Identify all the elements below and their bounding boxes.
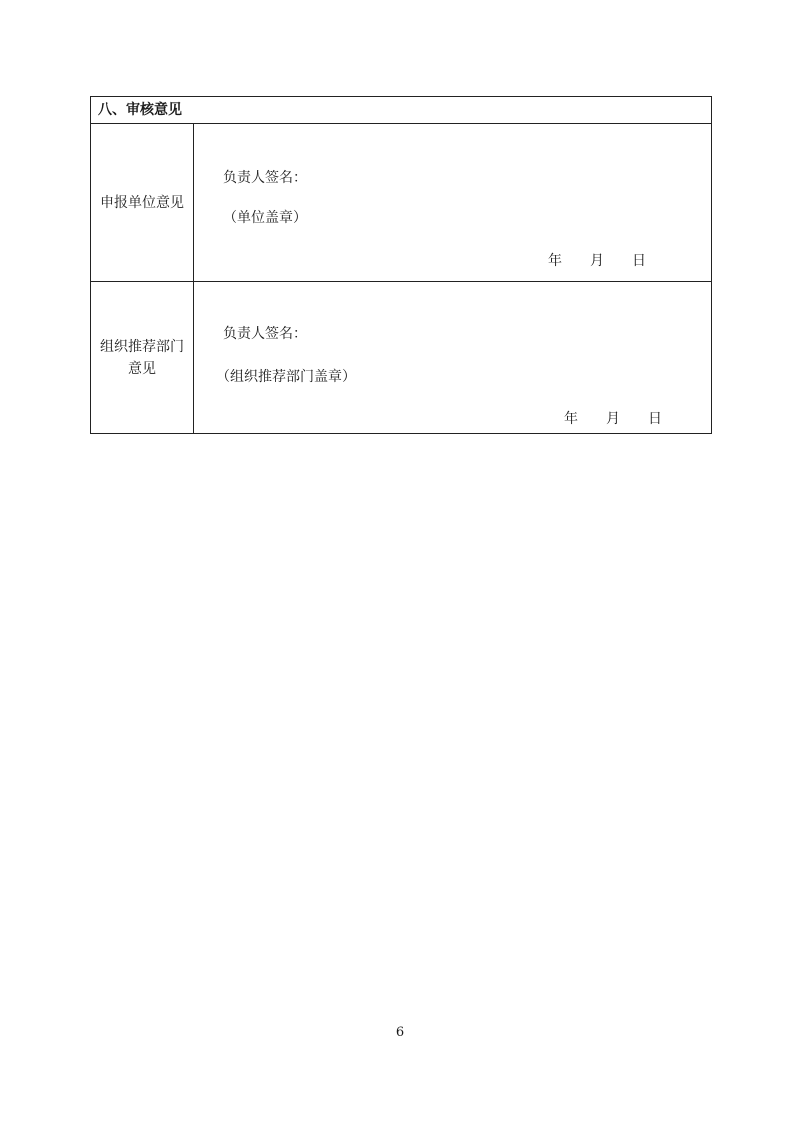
date-line (548, 250, 646, 270)
date-day-label: 日 (632, 253, 646, 269)
row-label-cell (91, 282, 194, 433)
seal-label: （组织推荐部门盖章） (216, 369, 356, 385)
section-title: 八、审核意见 (91, 97, 711, 124)
date-day-label: 日 (648, 411, 662, 427)
date-month-label: 月 (606, 411, 620, 427)
table-row-recommending-department (91, 282, 711, 433)
table-row-applicant-unit (91, 124, 711, 282)
opinion-content-cell (194, 282, 711, 433)
signature-label: 负责人签名： (223, 326, 307, 342)
date-line (564, 408, 662, 428)
seal-label: （单位盖章） (223, 210, 307, 226)
row-label-cell (91, 124, 194, 281)
row-label: 组织推荐部门意见 (100, 338, 184, 377)
review-opinion-table (90, 96, 712, 434)
signature-label: 负责人签名： (223, 170, 307, 186)
page-number: 6 (395, 1025, 405, 1040)
date-year-label: 年 (548, 253, 562, 269)
opinion-content-cell (194, 124, 711, 281)
row-label: 申报单位意见 (100, 194, 184, 211)
date-month-label: 月 (590, 253, 604, 269)
date-year-label: 年 (564, 411, 578, 427)
